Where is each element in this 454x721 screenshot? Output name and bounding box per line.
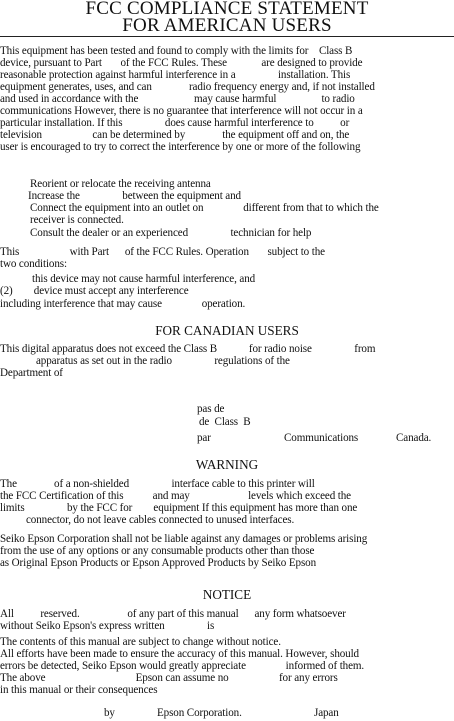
notice-line: Epson Corporation.: [157, 707, 242, 719]
measure-item: Consult the dealer or an experienced technician for help: [30, 227, 312, 239]
measure-item: Increase the between the equipment and: [28, 190, 241, 202]
section-heading-notice: NOTICE: [202, 587, 252, 602]
warning-line: Seiko Epson Corporation shall not be liable against any damages or problems arising: [0, 533, 368, 545]
warning-line: as Original Epson Products or Epson Approved Products by Seiko Epson: [0, 557, 317, 569]
warning-line: connector, do not leave cables connected to unused interfaces.: [26, 514, 295, 526]
canada-line: This digital apparatus does not exceed the Class B for radio noise from: [0, 343, 376, 355]
fcc-para2-line: including interference that may cause operation.: [0, 298, 246, 310]
canada-french-line: par: [197, 432, 211, 444]
fcc-para1-line: communications However, there is no guarantee that interference will not occur in a: [0, 105, 363, 117]
warning-line: limits by the FCC for equipment If this equipment has more than one: [0, 502, 358, 514]
notice-line: Japan: [314, 707, 339, 719]
fcc-para1-line: particular installation. If this does cause harmful interference to or: [0, 117, 350, 129]
page-title: FCC COMPLIANCE STATEMENT: [85, 0, 369, 19]
notice-line: without Seiko Epson's express written is: [0, 620, 215, 632]
notice-line: The contents of this manual are subject to change without notice.: [0, 636, 281, 648]
fcc-para2-line: this device may not cause harmful interference, and: [32, 273, 256, 285]
canada-line: apparatus as set out in the radio regulations of the: [36, 355, 290, 367]
fcc-para1-line: This equipment has been tested and found to comply with the limits for Class B: [0, 45, 353, 57]
page-subtitle: FOR AMERICAN USERS: [122, 15, 332, 36]
canada-line: Department of: [0, 367, 63, 379]
notice-line: All efforts have been made to ensure the accuracy of this manual. However, should: [0, 648, 359, 660]
fcc-para1-line: television can be determined by the equipment off and on, the: [0, 129, 350, 141]
canada-french-line: Canada.: [396, 432, 432, 444]
canada-french-line: Communications: [284, 432, 359, 444]
warning-line: from the use of any options or any consumable products other than those: [0, 545, 315, 557]
measure-item: Reorient or relocate the receiving antenna: [30, 178, 211, 190]
measure-item: receiver is connected.: [30, 214, 124, 226]
measure-item: Connect the equipment into an outlet on different from that to which the: [30, 202, 379, 214]
notice-line: by: [104, 707, 115, 719]
warning-line: The of a non-shielded interface cable to this printer will: [0, 478, 315, 490]
fcc-para1-line: user is encouraged to try to correct the interference by one or more of the following: [0, 141, 361, 153]
notice-line: in this manual or their consequences: [0, 684, 158, 696]
notice-line: All reserved. of any part of this manual any form whatsoever: [0, 608, 346, 620]
notice-line: errors be detected, Seiko Epson would greatly appreciate informed of them.: [0, 660, 365, 672]
canada-french-line: de Class B: [199, 416, 251, 428]
title-rule: [0, 36, 454, 37]
fcc-para1-line: and used in accordance with the may cause harmful to radio: [0, 93, 355, 105]
fcc-para1-line: device, pursuant to Part of the FCC Rules. These are designed to provide: [0, 57, 363, 69]
notice-line: The above Epson can assume no for any errors: [0, 672, 338, 684]
section-heading-warning: WARNING: [195, 457, 259, 472]
fcc-para2-line: (2) device must accept any interference: [0, 285, 189, 297]
canada-french-line: pas de: [197, 403, 225, 415]
fcc-para2-line: This with Part of the FCC Rules. Operation subject to the: [0, 246, 325, 258]
fcc-para1-line: equipment generates, uses, and can radio frequency energy and, if not installed: [0, 81, 375, 93]
fcc-para2-line: two conditions:: [0, 258, 67, 270]
warning-line: the FCC Certification of this and may levels which exceed the: [0, 490, 351, 502]
fcc-para1-line: reasonable protection against harmful interference in a installation. This: [0, 69, 351, 81]
section-heading-canada: FOR CANADIAN USERS: [155, 323, 299, 338]
